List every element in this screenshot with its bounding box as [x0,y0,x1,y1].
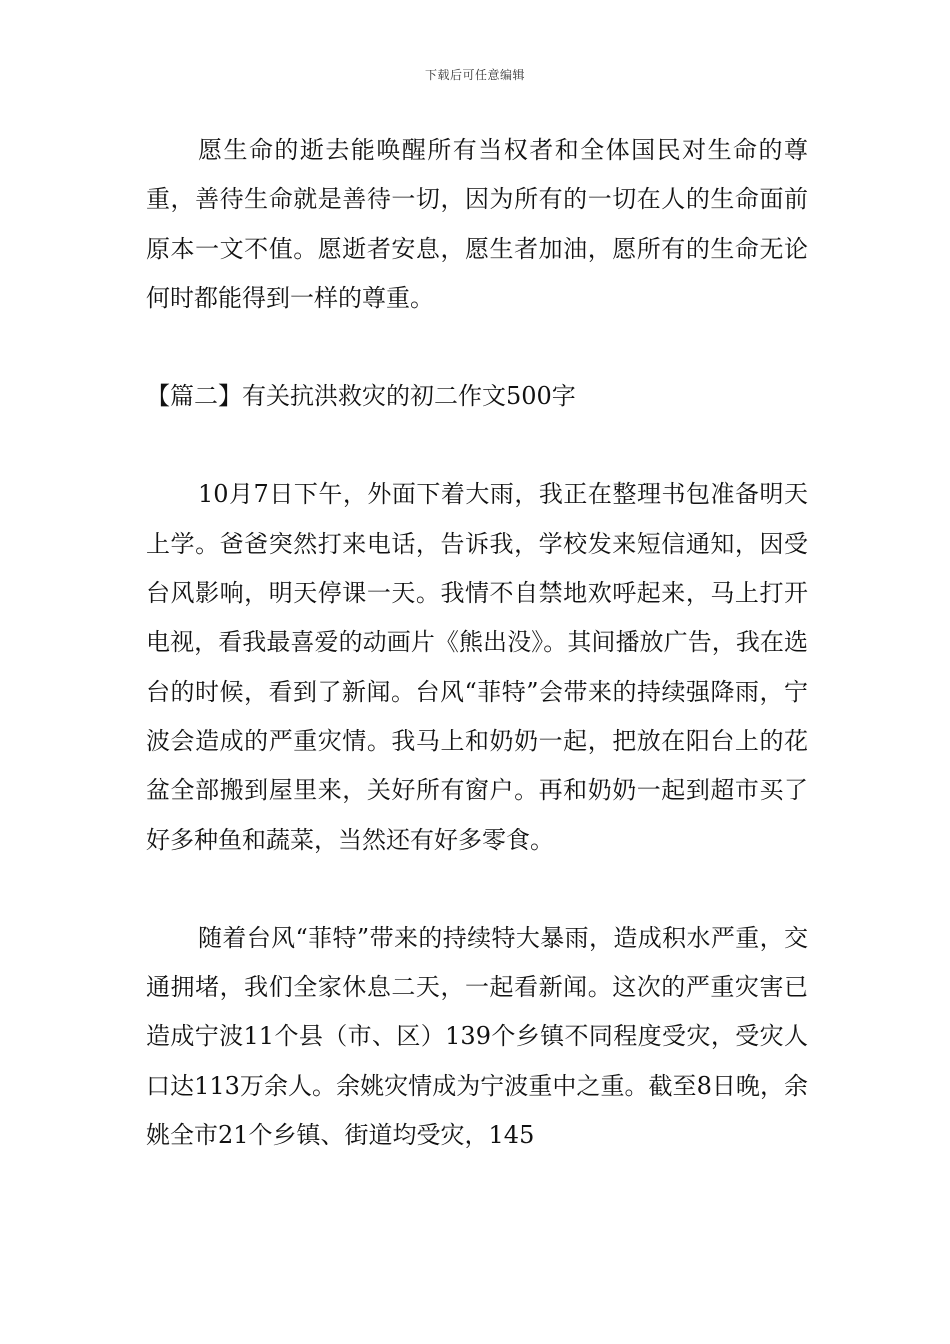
paragraph-2: 10月7日下午，外面下着大雨，我正在整理书包准备明天上学。爸爸突然打来电话，告诉我，学校发来短信通知，因受台风影响，明天停课一天。我情不自禁地欢呼起来，马上打开电视，看我最喜爱的动画片《熊出没》。其间播放广告，我在选台的时候，看到了新闻。台风“菲特”会带来的持续强降雨，宁波会造成的严重灾情。我马上和奶奶一起，把放在阳台上的花盆全部搬到屋里来，关好所有窗户。再和奶奶一起到超市买了好多种鱼和蔬菜，当然还有好多零食。 [146,480,808,854]
section-heading: 【篇二】有关抗洪救灾的初二作文500字 [146,382,576,411]
document-body [146,126,808,1160]
paragraph-3: 随着台风“菲特”带来的持续特大暴雨，造成积水严重，交通拥堵，我们全家休息二天，一起看新闻。这次的严重灾害已造成宁波11个县（市、区）139个乡镇不同程度受灾，受灾人口达113万余人。余姚灾情成为宁波重中之重。截至8日晚，余姚全市21个乡镇、街道均受灾，145 [146,923,808,1150]
paragraph-1: 愿生命的逝去能唤醒所有当权者和全体国民对生命的尊重，善待生命就是善待一切，因为所有的一切在人的生命面前原本一文不值。愿逝者安息，愿生者加油，愿所有的生命无论何时都能得到一样的尊重。 [146,136,808,312]
page-header: 下载后可任意编辑 [424,68,525,82]
